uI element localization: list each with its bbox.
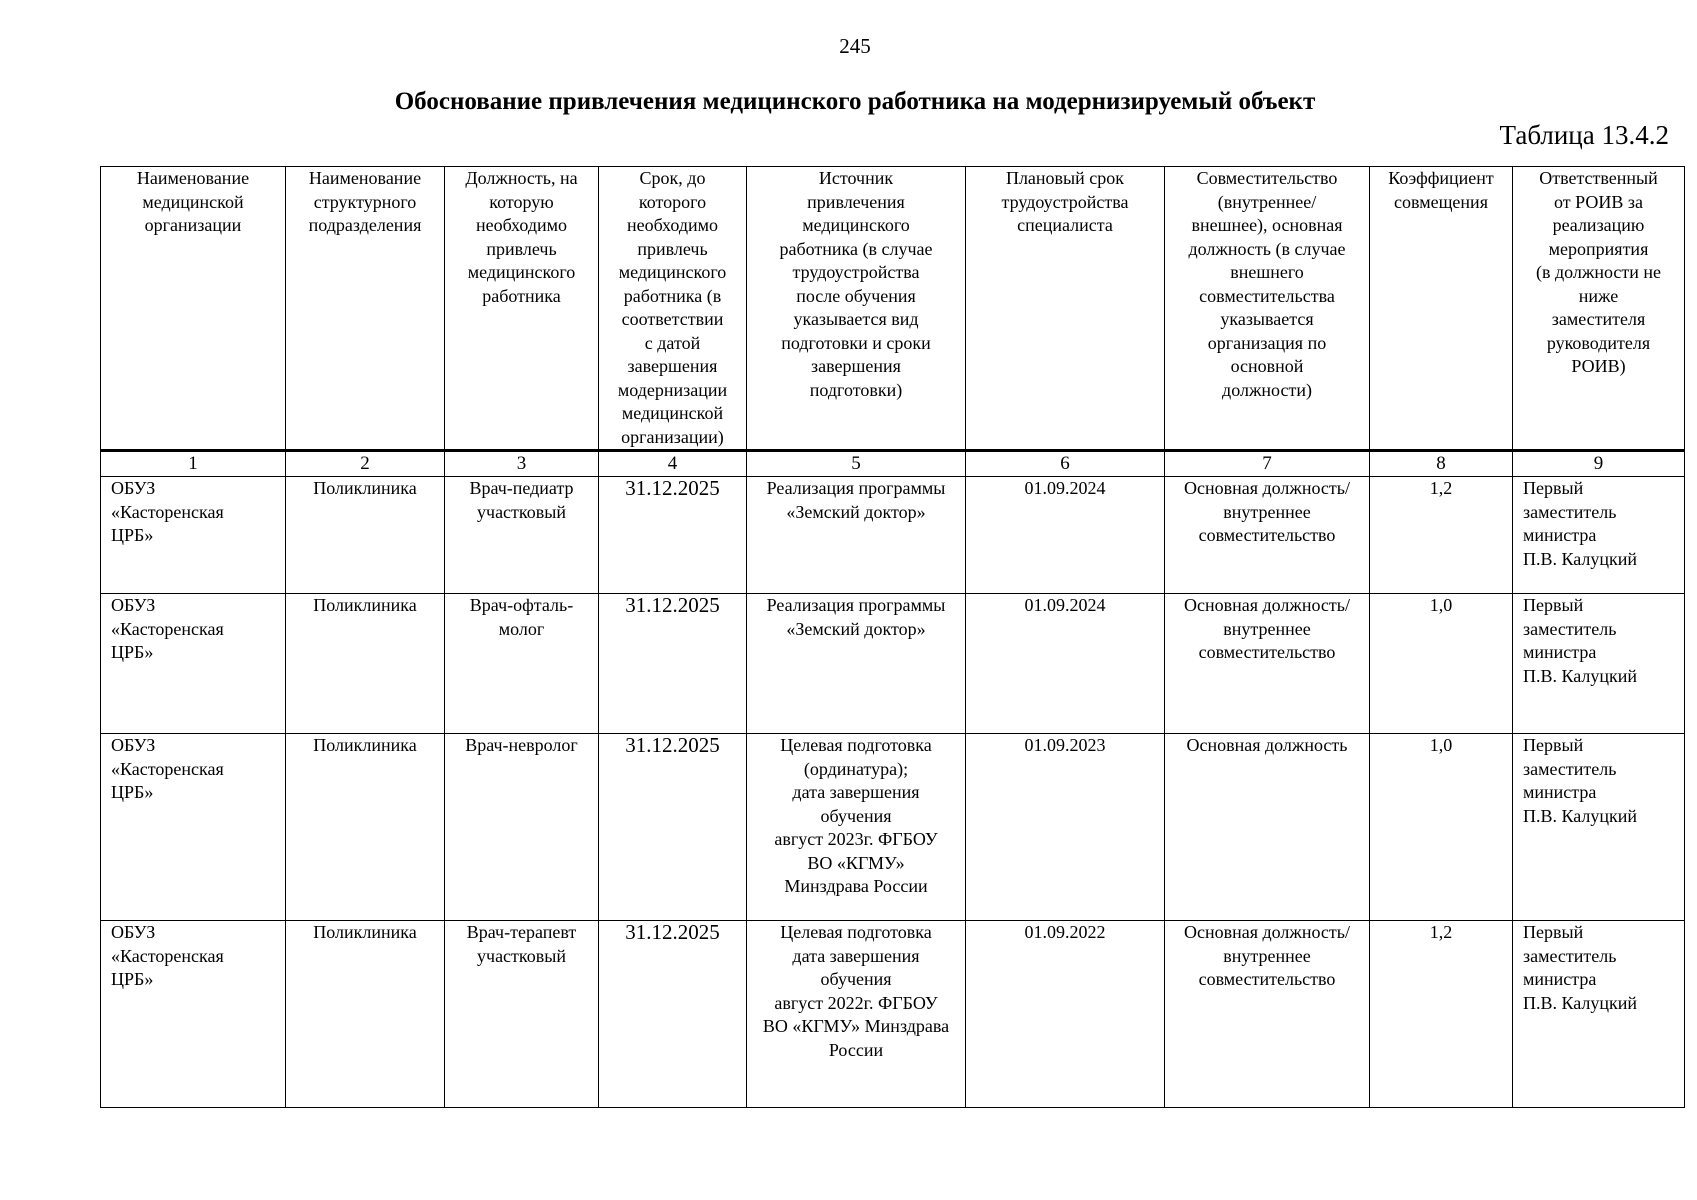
combination-cell: Основная должность/ внутреннее совместительство [1165,594,1370,734]
department-cell: Поликлиника [286,734,445,921]
header-coefficient: Коэффициент совмещения [1370,167,1513,451]
planned-date-cell: 01.09.2022 [966,921,1165,1108]
column-number: 6 [966,451,1165,477]
deadline-cell: 31.12.2025 [599,594,747,734]
column-number-row [101,451,1685,477]
department-cell: Поликлиника [286,477,445,594]
page-number: 245 [839,34,871,58]
organization-cell: ОБУЗ «Касторенская ЦРБ» [101,921,286,1108]
combination-cell: Основная должность/ внутреннее совместительство [1165,477,1370,594]
deadline-cell: 31.12.2025 [599,734,747,921]
source-cell: Реализация программы «Земский доктор» [747,477,966,594]
header-deadline: Срок, до которого необходимо привлечь медицинского работника (в соответствии с датой завершения модернизации медицинской организации) [599,167,747,451]
source-cell: Целевая подготовка дата завершения обучения август 2022г. ФГБОУ ВО «КГМУ» Минздрава России [747,921,966,1108]
header-position: Должность, на которую необходимо привлечь медицинского работника [445,167,599,451]
coefficient-cell: 1,2 [1370,921,1513,1108]
combination-cell: Основная должность [1165,734,1370,921]
planned-date-cell: 01.09.2023 [966,734,1165,921]
table-row [101,734,1685,921]
responsible-cell: Первый заместитель министра П.В. Калуцкий [1513,734,1685,921]
table-row [101,921,1685,1108]
header-responsible: Ответственный от РОИВ за реализацию мероприятия (в должности не ниже заместителя руководителя РОИВ) [1513,167,1685,451]
column-number: 8 [1370,451,1513,477]
department-cell: Поликлиника [286,921,445,1108]
deadline-cell: 31.12.2025 [599,921,747,1108]
organization-cell: ОБУЗ «Касторенская ЦРБ» [101,734,286,921]
header-organization: Наименование медицинской организации [101,167,286,451]
coefficient-cell: 1,0 [1370,734,1513,921]
position-cell: Врач-офталь- молог [445,594,599,734]
combination-cell: Основная должность/ внутреннее совместительство [1165,921,1370,1108]
table-row [101,477,1685,594]
coefficient-cell: 1,2 [1370,477,1513,594]
header-combination: Совместительство (внутреннее/ внешнее), основная должность (в случае внешнего совместительства указывается организация по основной должности) [1165,167,1370,451]
planned-date-cell: 01.09.2024 [966,477,1165,594]
responsible-cell: Первый заместитель министра П.В. Калуцкий [1513,921,1685,1108]
coefficient-cell: 1,0 [1370,594,1513,734]
column-number: 1 [101,451,286,477]
table-header-row [101,167,1685,451]
position-cell: Врач-невролог [445,734,599,921]
organization-cell: ОБУЗ «Касторенская ЦРБ» [101,477,286,594]
planned-date-cell: 01.09.2024 [966,594,1165,734]
column-number: 9 [1513,451,1685,477]
responsible-cell: Первый заместитель министра П.В. Калуцкий [1513,594,1685,734]
header-source: Источник привлечения медицинского работника (в случае трудоустройства после обучения указывается вид подготовки и сроки завершения подготовки) [747,167,966,451]
source-cell: Реализация программы «Земский доктор» [747,594,966,734]
deadline-cell: 31.12.2025 [599,477,747,594]
staffing-justification-table [100,166,1685,1108]
column-number: 3 [445,451,599,477]
position-cell: Врач-педиатр участковый [445,477,599,594]
header-planned-date: Плановый срок трудоустройства специалиста [966,167,1165,451]
department-cell: Поликлиника [286,594,445,734]
column-number: 7 [1165,451,1370,477]
table-row [101,594,1685,734]
page-title: Обоснование привлечения медицинского работника на модернизируемый объект [394,88,1316,115]
source-cell: Целевая подготовка (ординатура); дата завершения обучения август 2023г. ФГБОУ ВО «КГМУ» Минздрава России [747,734,966,921]
header-department: Наименование структурного подразделения [286,167,445,451]
table-label: Таблица 13.4.2 [1499,120,1669,150]
responsible-cell: Первый заместитель министра П.В. Калуцкий [1513,477,1685,594]
organization-cell: ОБУЗ «Касторенская ЦРБ» [101,594,286,734]
column-number: 5 [747,451,966,477]
column-number: 4 [599,451,747,477]
column-number: 2 [286,451,445,477]
position-cell: Врач-терапевт участковый [445,921,599,1108]
